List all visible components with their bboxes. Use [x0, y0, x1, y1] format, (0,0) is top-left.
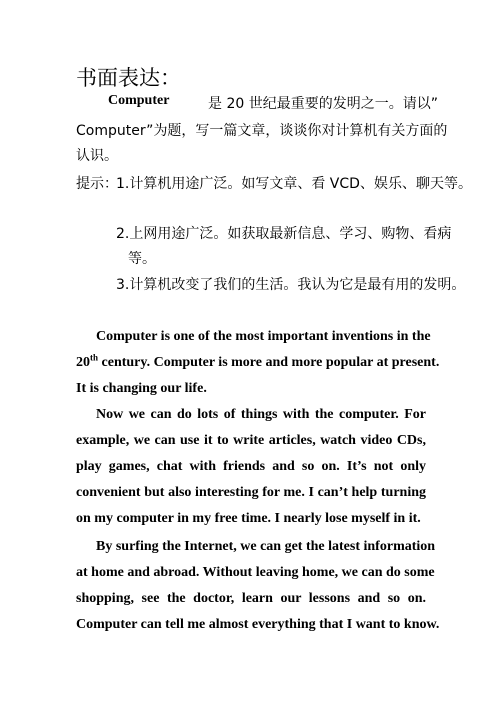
hints-label: 提示： [76, 176, 118, 192]
essay-line: Computer can tell me almost everything that I want to know. [76, 617, 440, 632]
heading-title: 书面表达： [76, 66, 181, 90]
essay-line: on my computer in my free time. I nearly lose myself in it. [76, 511, 421, 526]
prompt-word-computer: Computer [108, 93, 170, 108]
essay-line: Computer is one of the most important inventions in the [96, 329, 431, 344]
hint-item-2: 2.上网用途广泛。如获取最新信息、学习、购物、看病 [116, 226, 452, 242]
prompt-line-2: Computer”为题，写一篇文章，谈谈你对计算机有关方面的 [76, 123, 448, 139]
essay-line: example, we can use it to write articles, watch video CDs, [76, 433, 426, 448]
hint-item-2-cont: 等。 [128, 251, 156, 267]
ordinal-suffix: th [90, 352, 99, 363]
essay-line: shopping, see the doctor, learn our lessons and so on. [76, 591, 426, 606]
hint-item-1: 1.计算机用途广泛。如写文章、看 VCD、娱乐、聊天等。 [116, 176, 472, 192]
essay-line: Now we can do lots of things with the computer. For [96, 407, 426, 422]
essay-line: By surfing the Internet, we can get the latest information [96, 539, 436, 554]
century-number: 20 [76, 355, 90, 370]
essay-paragraph-3 [76, 534, 440, 638]
essay-line-text: century. Computer is more and more popular at present. [98, 355, 440, 370]
essay-line: play games, chat with friends and so on. It’s not only [76, 459, 426, 474]
essay-paragraph-2 [76, 402, 426, 532]
essay-line [76, 350, 440, 376]
prompt-line-1: 是 20 世纪最重要的发明之一。请以” [208, 96, 438, 112]
essay-paragraph-1 [76, 324, 440, 402]
essay-line: It is changing our life. [76, 381, 207, 396]
essay-line: at home and abroad. Without leaving home, we can do some [76, 565, 435, 580]
hint-item-3: 3.计算机改变了我们的生活。我认为它是最有用的发明。 [116, 277, 466, 293]
prompt-line-3: 认识。 [76, 148, 118, 164]
essay-line: convenient but also interesting for me. I can’t help turning [76, 485, 426, 500]
